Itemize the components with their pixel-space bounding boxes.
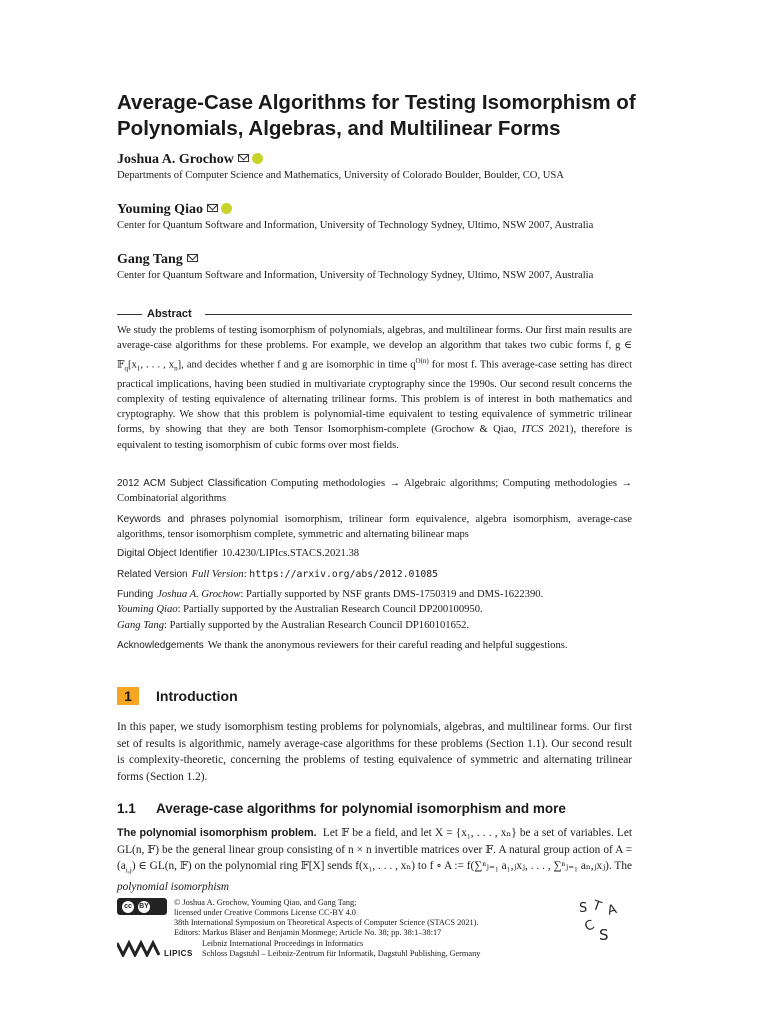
doi: Digital Object Identifier 10.4230/LIPIcs.STACS.2021.38 — [117, 548, 360, 559]
cc-by-badge[interactable]: cc BY — [117, 898, 167, 915]
author-name-2: Youming Qiao — [117, 202, 232, 218]
orcid-icon[interactable] — [221, 203, 232, 214]
svg-text:S: S — [599, 926, 609, 944]
publisher-footer: Leibniz International Proceedings in Informatics Schloss Dagstuhl – Leibniz-Zentrum für Informatik, Dagstuhl Publishing, Germany — [202, 939, 481, 958]
author-name-3: Gang Tang — [117, 252, 198, 268]
author-affiliation-1: Departments of Computer Science and Mathematics, University of Colorado Boulder, Boulder, CO, USA — [117, 170, 564, 181]
orcid-icon[interactable] — [252, 153, 263, 164]
keywords: Keywords and phrases polynomial isomorphism, trilinear form equivalence, algebra isomorphism, average-case algorithms, tensor isomorphism complete, symmetric and alternating bilinear maps — [117, 514, 632, 541]
author-affiliation-3: Center for Quantum Software and Information, University of Technology Sydney, Ultimo, NSW 2007, Australia — [117, 270, 594, 281]
abstract-text: We study the problems of testing isomorphism of polynomials, algebras, and multilinear forms. Our first main results are average-case algorithms for these problems. For example, we develop an algorithm that takes two cubic forms f, g ∈ $𝔽_q[x_1$, . . . , $x_n$], and decides whether f and g are isomorphic in time $q^{O(n)}$ for most f. This average-case setting has direct practical implications, having been studied in multivariate cryptography since the 1990s. Our second result concerns the complexity of testing equivalence of alternating trilinear forms. This problem is of interest in both mathematics and cryptography. We show that this problem is polynomial-time equivalent to testing equivalence of symmetric trilinear forms, by showing that they are both Tensor Isomorphism-complete (Grochow & Qiao, ITCS 2021), therefore is equivalent to testing isomorphism of cubic forms over most fields. — [117, 325, 633, 451]
svg-text:T: T — [590, 898, 604, 915]
subsection-title: Average-case algorithms for polynomial isomorphism and more — [156, 801, 566, 816]
polynomial-paragraph: The polynomial isomorphism problem. Let 𝔽 be a field, and let X = {x₁, . . . , xₙ} be a set of variables. Let GL(n, 𝔽) be the general linear group consisting of n × n invertible matrices over 𝔽. A natural group action of $A = (a_{i,j})$ ∈ GL(n, 𝔽) on the polynomial ring 𝔽[X] sends f(x₁, . . . , xₙ) to f ∘ A := f(∑ⁿⱼ₌₁ a₁,ⱼxⱼ, . . . , ∑ⁿⱼ₌₁ aₙ,ⱼxⱼ). The polynomial isomorphism — [117, 827, 632, 893]
funding: Funding Joshua A. Grochow: Partially supported by NSF grants DMS-1750319 and DMS-1622390. Youming Qiao: Partially supported by the Australian Research Council DP200100950. Gang Tang: Partially supported by the Australian Research Council DP160101652. — [117, 589, 544, 631]
acm-classification: 2012 ACM Subject Classification Computing methodologies → Algebraic algorithms; Computing methodologies → Combinatorial algorithms — [117, 478, 632, 505]
svg-text:S: S — [579, 901, 588, 916]
lipics-logo-icon — [117, 939, 162, 957]
email-icon[interactable] — [238, 154, 249, 162]
arxiv-link[interactable]: https://arxiv.org/abs/2012.01085 — [249, 569, 439, 580]
lipics-logo: LIPICS — [117, 939, 212, 957]
author-affiliation-2: Center for Quantum Software and Information, University of Technology Sydney, Ultimo, NSW 2007, Australia — [117, 220, 594, 231]
section-title: Introduction — [156, 688, 238, 704]
author-name-1: Joshua A. Grochow — [117, 152, 263, 168]
rule-line — [117, 314, 142, 315]
related-version: Related Version Full Version: https://arxiv.org/abs/2012.01085 — [117, 569, 439, 580]
svg-text:C: C — [582, 917, 597, 935]
abstract-heading: Abstract — [117, 307, 632, 321]
intro-paragraph: In this paper, we study isomorphism testing problems for polynomials, algebras, and multilinear forms. Our first set of results is algorithmic, namely average-case algorithms for these problems (Section 1.1). Our second result is complexity-theoretic, concerning the problems of testing equivalence of symmetric and alternating trilinear forms (Section 1.2). — [117, 721, 632, 783]
email-icon[interactable] — [207, 204, 218, 212]
acknowledgements: Acknowledgements We thank the anonymous reviewers for their careful reading and helpful suggestions. — [117, 640, 568, 651]
subsection-number: 1.1 — [117, 801, 136, 816]
license-footer: © Joshua A. Grochow, Youming Qiao, and Gang Tang; licensed under Creative Commons License CC-BY 4.0 38th International Symposium on Theoretical Aspects of Computer Science (STACS 2021). Editors: Markus Bläser and Benjamin Monmege; Article No. 38; pp. 38:1–38:17 — [174, 898, 479, 937]
section-number: 1 — [117, 687, 139, 705]
doi-link[interactable]: 10.4230/LIPIcs.STACS.2021.38 — [221, 548, 360, 559]
rule-line — [205, 314, 632, 315]
stacs-logo-icon — [577, 898, 629, 944]
svg-text:A: A — [605, 901, 619, 919]
email-icon[interactable] — [187, 254, 198, 262]
paper-title: Average-Case Algorithms for Testing Isomorphism of Polynomials, Algebras, and Multilinear Forms — [117, 91, 636, 140]
